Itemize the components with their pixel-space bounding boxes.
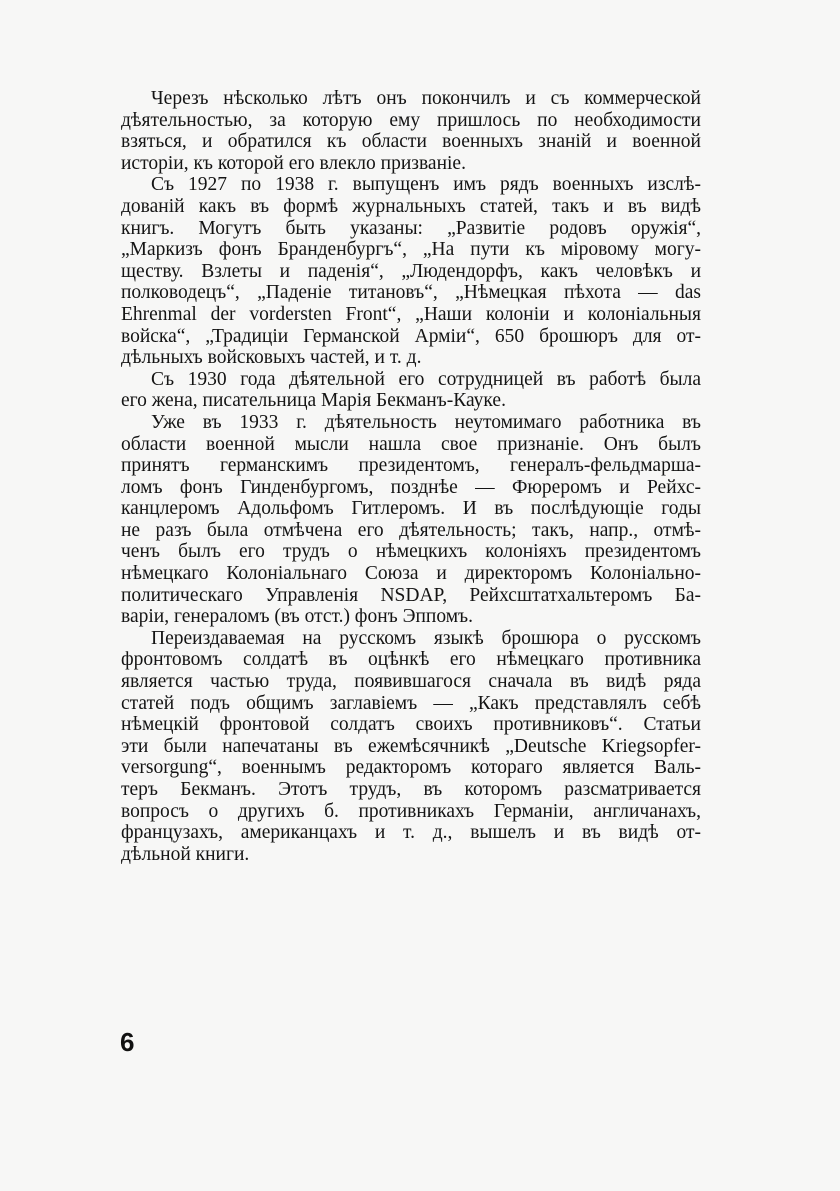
text-line: „Маркизъ фонъ Бранденбургъ“, „На пути къ міровому могу- bbox=[121, 239, 701, 261]
text-line: не разъ была отмѣчена его дѣятельность; такъ, напр., отмѣ- bbox=[121, 519, 701, 541]
text-line: эти были напечатаны въ ежемѣсячникѣ „Deutsche Kriegsopfer- bbox=[121, 735, 701, 757]
text-line: исторіи, къ которой его влекло призваніе. bbox=[121, 152, 466, 174]
paragraph bbox=[121, 88, 701, 174]
paragraph bbox=[121, 412, 701, 628]
text-line: области военной мысли нашла свое признаніе. Онъ былъ bbox=[121, 433, 701, 455]
text-line: принятъ германскимъ президентомъ, генералъ-фельдмарша- bbox=[121, 455, 701, 477]
body-text bbox=[121, 88, 701, 865]
text-line: взяться, и обратился къ области военныхъ знаній и военной bbox=[121, 131, 701, 153]
text-line: ломъ фонъ Гинденбургомъ, позднѣе — Фюреромъ и Рейхс- bbox=[121, 476, 701, 498]
text-line: дѣятельностью, за которую ему пришлось по необходимости bbox=[121, 109, 701, 131]
text-line: теръ Бекманъ. Этотъ трудъ, въ которомъ разсматривается bbox=[121, 779, 701, 800]
text-line: versorgung“, военнымъ редакторомъ котораго является Валь- bbox=[121, 757, 701, 779]
text-line: ществу. Взлеты и паденія“, „Людендорфъ, какъ человѣкъ и bbox=[121, 260, 701, 282]
text-line: Уже въ 1933 г. дѣятельность неутомимаго работника въ bbox=[151, 411, 701, 433]
text-line: является частью труда, появившагося сначала въ видѣ ряда bbox=[121, 671, 701, 693]
text-line: вопросъ о другихъ б. противникахъ Германіи, англичанахъ, bbox=[121, 800, 701, 822]
text-line: фронтовомъ солдатѣ въ оцѣнкѣ его нѣмецкаго противника bbox=[121, 649, 701, 671]
text-line: книгъ. Могутъ быть указаны: „Развитіе родовъ оружія“, bbox=[121, 217, 701, 239]
text-line: дѣльной книги. bbox=[121, 843, 250, 865]
text-line: Съ 1930 года дѣятельной его сотрудницей въ работѣ была bbox=[151, 368, 701, 390]
text-line: нѣмецкій фронтовой солдатъ своихъ противниковъ“. Статьи bbox=[121, 714, 701, 736]
text-line: ченъ былъ его трудъ о нѣмецкихъ колоніяхъ президентомъ bbox=[121, 541, 701, 563]
text-line: Черезъ нѣсколько лѣтъ онъ покончилъ и съ коммерческой bbox=[151, 88, 701, 109]
text-line: дованій какъ въ формѣ журнальныхъ статей, такъ и въ видѣ bbox=[121, 195, 701, 217]
text-line: статей подъ общимъ заглавіемъ — „Какъ представлялъ себѣ bbox=[121, 692, 701, 714]
text-line: варіи, генераломъ (въ отст.) фонъ Эппомъ. bbox=[121, 606, 474, 628]
text-line: Съ 1927 по 1938 г. выпущенъ имъ рядъ военныхъ изслѣ- bbox=[151, 174, 701, 196]
text-line: нѣмецкаго Колоніальнаго Союза и директоромъ Колоніально- bbox=[121, 563, 701, 585]
text-line: политическаго Управленія NSDAP, Рейхсштатхальтеромъ Ба- bbox=[121, 584, 701, 606]
text-line: полководецъ“, „Паденіе титановъ“, „Нѣмецкая пѣхота — das bbox=[121, 282, 701, 304]
text-line: его жена, писательница Марія Бекманъ-Кауке. bbox=[121, 390, 506, 412]
paragraph bbox=[121, 174, 701, 368]
text-line: Переиздаваемая на русскомъ языкѣ брошюра о русскомъ bbox=[151, 627, 701, 649]
text-line: дѣльныхъ войсковыхъ частей, и т. д. bbox=[121, 347, 422, 369]
text-line: Ehrenmal der vordersten Front“, „Наши колоніи и колоніальныя bbox=[121, 303, 701, 325]
text-line: канцлеромъ Адольфомъ Гитлеромъ. И въ послѣдующіе годы bbox=[121, 498, 701, 520]
paragraph bbox=[121, 369, 701, 412]
page-number: 6 bbox=[120, 1027, 135, 1057]
paragraph bbox=[121, 628, 701, 866]
text-line: войска“, „Традиціи Германской Арміи“, 650 брошюръ для от- bbox=[121, 325, 701, 347]
text-line: французахъ, американцахъ и т. д., вышелъ и въ видѣ от- bbox=[121, 822, 701, 844]
